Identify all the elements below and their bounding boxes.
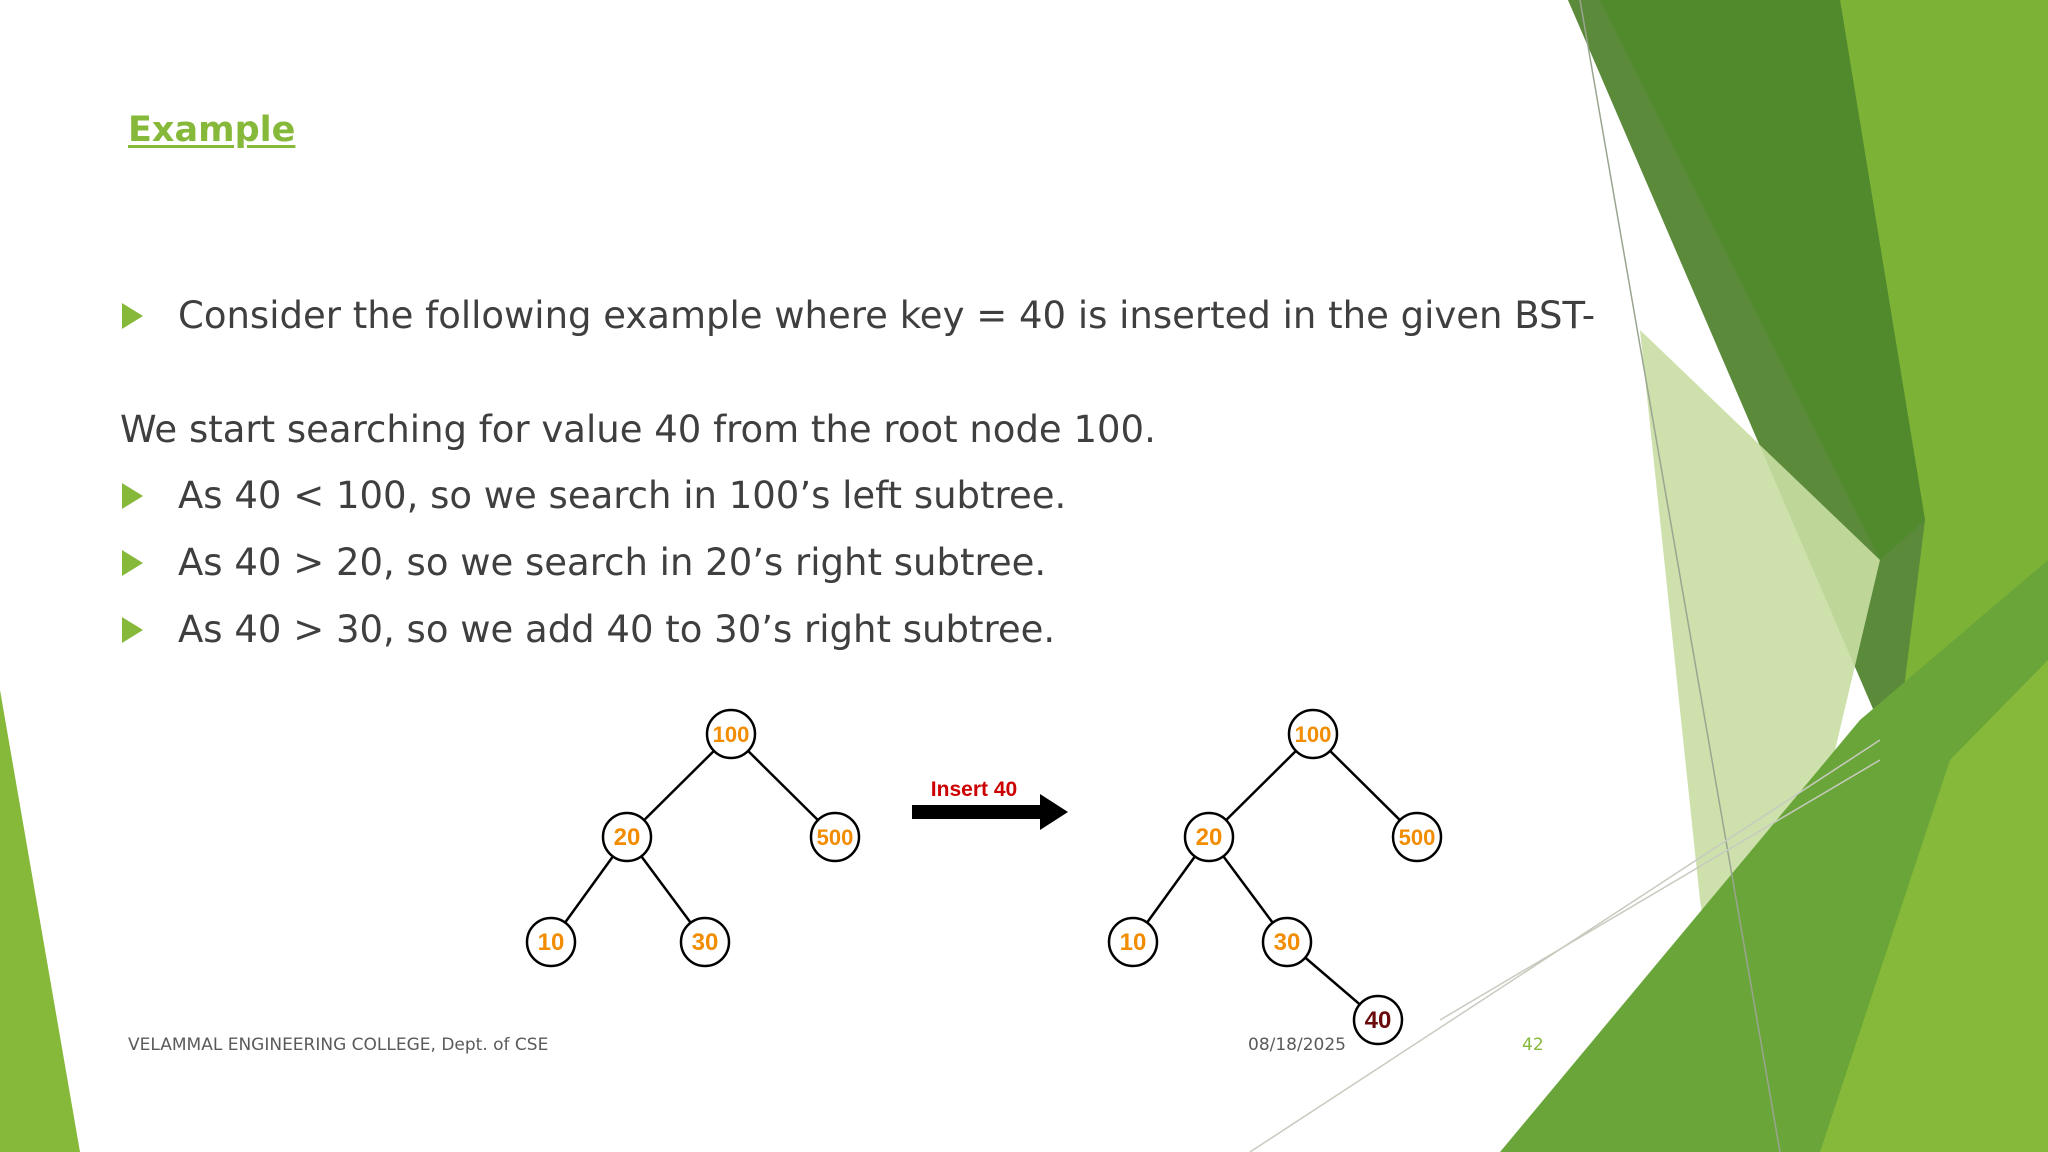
tree-before [527,710,859,966]
insert-arrow [912,778,1068,830]
intro-text: Consider the following example where key = 40 is inserted in the given BST- [178,294,1596,337]
tree-node [1109,918,1157,966]
svg-text:30: 30 [1273,929,1301,956]
step-text: As 40 < 100, so we search in 100’s left subtree. [178,474,1067,517]
svg-text:20: 20 [613,824,641,851]
bst-insert-diagram [500,690,1480,1070]
tree-node [811,813,859,861]
tree-node-new [1354,996,1402,1044]
svg-text:100: 100 [1294,722,1332,747]
step-text: As 40 > 30, so we add 40 to 30’s right subtree. [178,608,1056,651]
tree-node [707,710,755,758]
tree-after [1109,710,1441,1044]
tree-node [1185,813,1233,861]
tree-node [1289,710,1337,758]
bullet-icon [122,483,143,509]
svg-text:10: 10 [537,929,565,956]
bullet-icon [122,550,143,576]
arrow-label: Insert 40 [930,778,1018,801]
step-text: As 40 > 20, so we search in 20’s right subtree. [178,541,1047,584]
tree-node [1393,813,1441,861]
left-accent-shape [0,690,80,1152]
subtitle-text: We start searching for value 40 from the root node 100. [120,408,1156,451]
svg-text:500: 500 [816,825,854,850]
svg-text:100: 100 [712,722,750,747]
svg-text:30: 30 [691,929,719,956]
footer-org: VELAMMAL ENGINEERING COLLEGE, Dept. of CSE [128,1035,549,1055]
svg-text:20: 20 [1195,824,1223,851]
footer-date: 08/18/2025 [1248,1035,1346,1055]
svg-text:10: 10 [1119,929,1147,956]
svg-text:500: 500 [1398,825,1436,850]
bullet-icon [122,303,143,329]
tree-node [603,813,651,861]
page-number: 42 [1522,1035,1544,1055]
svg-text:40: 40 [1364,1007,1392,1034]
tree-node [1263,918,1311,966]
bullet-icon [122,617,143,643]
tree-node [681,918,729,966]
tree-node [527,918,575,966]
slide-title: Example [128,110,296,150]
